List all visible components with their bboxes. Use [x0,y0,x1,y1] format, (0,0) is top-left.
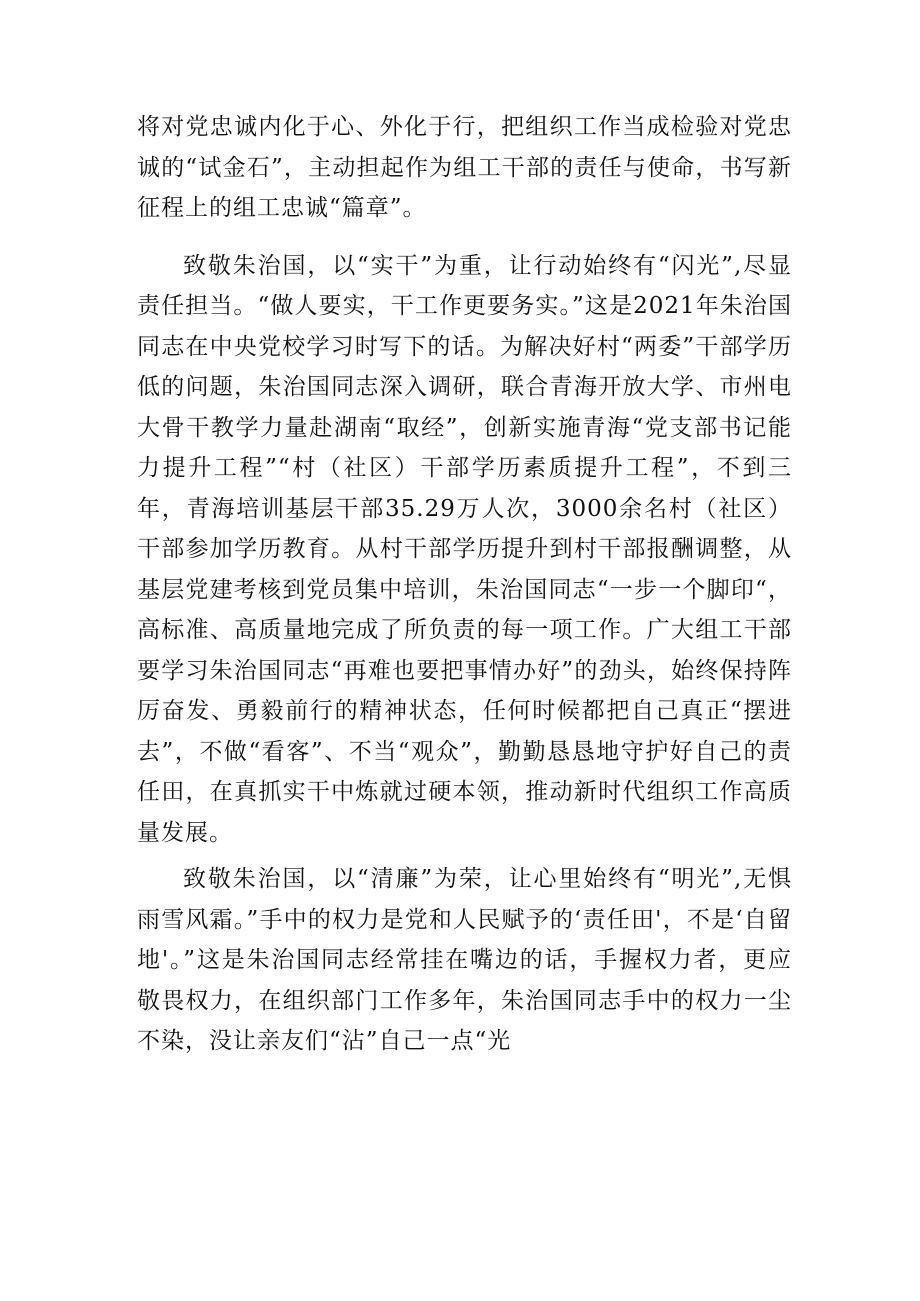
paragraph-2: 致敬朱治国，以“实干”为重，让行动始终有“闪光”,尽显责任担当。“做人要实，干工作更要务实。”这是2021年朱治国同志在中央党校学习时写下的话。为解决好村“两委”干部学历低的问题，朱治国同志深入调研，联合青海开放大学、市州电大骨干教学力量赴湖南“取经”，创新实施青海“党支部书记能力提升工程”“村（社区）干部学历素质提升工程”，不到三年，青海培训基层干部35.29万人次，3000余名村（社区）干部参加学历教育。从村干部学历提升到村干部报酬调整，从基层党建考核到党员集中培训，朱治国同志“一步一个脚印“，高标准、高质量地完成了所负责的每一项工作。广大组工干部要学习朱治国同志“再难也要把事情办好”的劲头，始终保持阵厉奋发、勇毅前行的精神状态，任何时候都把自己真正“摆进去”，不做“看客”、不当“观众”，勤勤恳恳地守护好自己的责任田，在真抓实干中炼就过硬本领，推动新时代组织工作高质量发展。 [137,252,792,846]
paragraph-1: 将对党忠诚内化于心、外化于行，把组织工作当成检验对党忠诚的“试金石”，主动担起作为组工干部的责任与使命，书写新征程上的组工忠诚“篇章”。 [137,114,792,221]
document-body [137,107,792,1062]
paragraph-3: 致敬朱治国，以“清廉”为荣，让心里始终有“明光”,无惧雨雪风霜。”手中的权力是党和人民赋予的‘责任田'，不是‘自留地'。”这是朱治国同志经常挂在嘴边的话，手握权力者，更应敬畏权力，在组织部门工作多年，朱治国同志手中的权力一尘不染，没让亲友们“沾”自己一点“光 [137,866,792,1054]
